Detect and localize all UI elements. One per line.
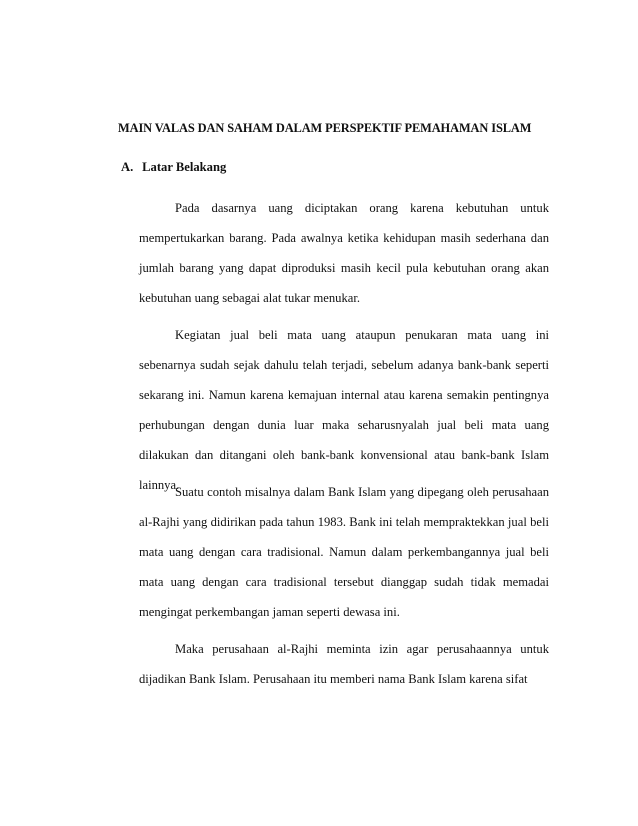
section-heading-text: Latar Belakang: [142, 160, 227, 174]
document-title: MAIN VALAS DAN SAHAM DALAM PERSPEKTIF PEMAHAMAN ISLAM: [118, 121, 532, 135]
paragraph-3: Suatu contoh misalnya dalam Bank Islam yang dipegang oleh perusahaan al-Rajhi yang didirikan pada tahun 1983. Bank ini telah mempraktekkan jual beli mata uang dengan cara tradisional. Namun dalam perkembangannya jual beli mata uang dengan cara tradisional tersebut dianggap sudah tidak memadai mengingat perkembangan jaman seperti dewasa ini.: [139, 485, 549, 619]
section-heading: [121, 160, 226, 175]
section-number: A.: [121, 160, 134, 174]
paragraph-1: Pada dasarnya uang diciptakan orang karena kebutuhan untuk mempertukarkan barang. Pada awalnya ketika kehidupan masih sederhana dan jumlah barang yang dapat diproduksi masih kecil pula kebutuhan orang akan kebutuhan uang sebagai alat tukar menukar.: [139, 201, 549, 305]
paragraph-4: Maka perusahaan al-Rajhi meminta izin agar perusahaannya untuk dijadikan Bank Islam. Perusahaan itu memberi nama Bank Islam karena sifat: [139, 642, 549, 686]
paragraph-2: Kegiatan jual beli mata uang ataupun penukaran mata uang ini sebenarnya sudah sejak dahulu telah terjadi, sebelum adanya bank-bank seperti sekarang ini. Namun karena kemajuan internal atau karena semakin pentingnya perhubungan dengan dunia luar maka seharusnyalah jual beli mata uang dilakukan dan ditangani oleh bank-bank konvensional atau bank-bank Islam lainnya.: [139, 328, 549, 492]
